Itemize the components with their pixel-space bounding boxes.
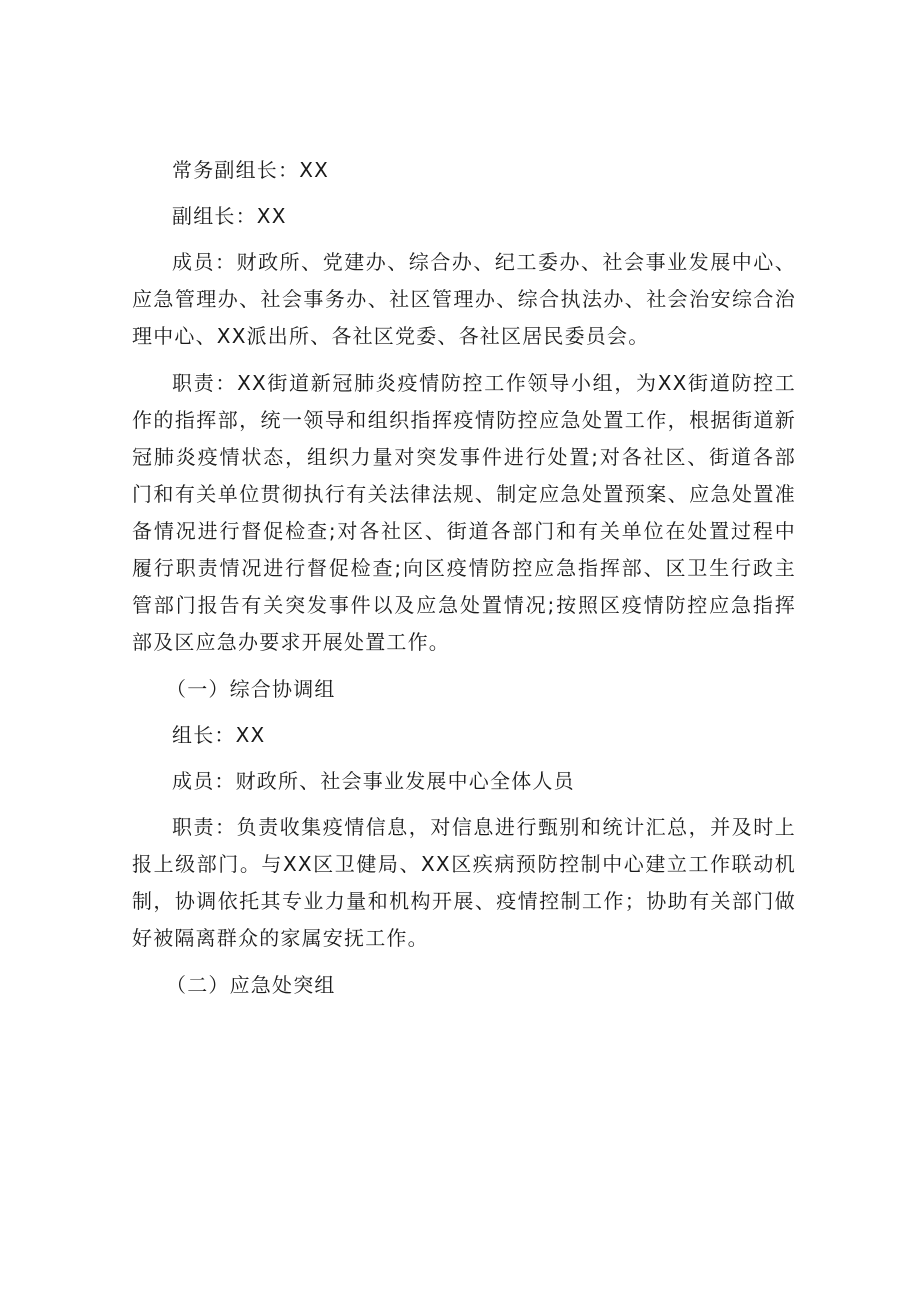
executive-deputy-leader-line: 常务副组长：XX xyxy=(172,158,330,182)
members-paragraph: 成员：财政所、党建办、综合办、纪工委办、社会事业发展中心、应急管理办、社会事务办、社区管理办、综合执法办、社会治安综合治理中心、XX派出所、各社区党委、各社区居民委员会。 xyxy=(132,250,796,348)
document-body xyxy=(132,152,796,1013)
group-leader-line: 组长：XX xyxy=(172,723,266,747)
group-duties-paragraph: 职责：负责收集疫情信息，对信息进行甄别和统计汇总，并及时上报上级部门。与XX区卫健局、XX区疾病预防控制中心建立工作联动机制，协调依托其专业力量和机构开展、疫情控制工作；协助有关部门做好被隔离群众的家属安抚工作。 xyxy=(132,815,796,950)
deputy-leader-line: 副组长：XX xyxy=(172,204,287,228)
section-heading-emergency: （二）应急处突组 xyxy=(166,973,336,997)
group-members-line: 成员：财政所、社会事业发展中心全体人员 xyxy=(172,769,575,793)
duties-paragraph: 职责：XX街道新冠肺炎疫情防控工作领导小组，为XX街道防控工作的指挥部，统一领导和组织指挥疫情防控应急处置工作，根据街道新冠肺炎疫情状态，组织力量对突发事件进行处置;对各社区、街道各部门和有关单位贯彻执行有关法律法规、制定应急处置预案、应急处置准备情况进行督促检查;对各社区、街道各部门和有关单位在处置过程中履行职责情况进行督促检查;向区疫情防控应急指挥部、区卫生行政主管部门报告有关突发事件以及应急处置情况;按照区疫情防控应急指挥部及区应急办要求开展处置工作。 xyxy=(132,371,796,654)
section-heading-coordination: （一）综合协调组 xyxy=(166,677,336,701)
